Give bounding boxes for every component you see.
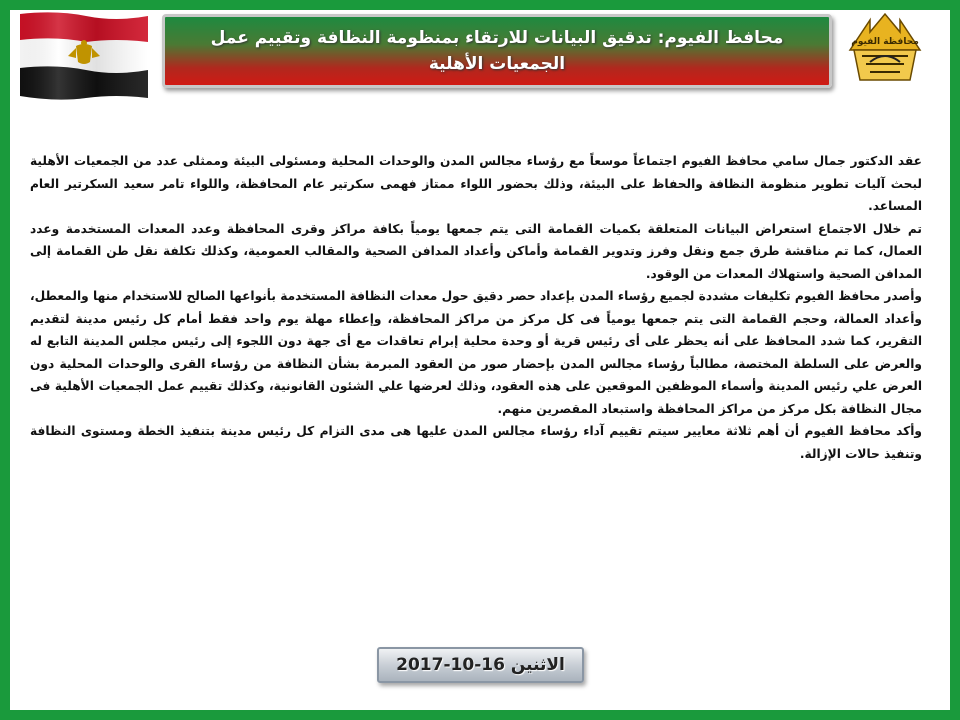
article-body	[30, 150, 922, 465]
date-badge	[377, 647, 584, 683]
egypt-flag-icon	[16, 10, 150, 100]
date-label: الاثنين 16-10-2017	[396, 655, 565, 675]
fayoum-governorate-logo-icon	[840, 10, 930, 90]
article-paragraph: تم خلال الاجتماع استعراض البيانات المتعلقة بكميات القمامة التى يتم جمعها يومياً بكافة مراكز وقرى المحافظة وعدد المعدات المستخدمة وعدد العمال، كما تم مناقشة طرق جمع ونقل وفرز وتدوير القمامة وأماكن وأعداد المدافن الصحية والمقالب العمومية، وكذلك تكلفة نقل طن القمامة إلى المدافن الصحية واستهلاك المعدات من الوقود.	[30, 221, 922, 281]
article-paragraph: وأكد محافظ الفيوم أن أهم ثلاثة معايير سيتم تقييم آداء رؤساء مجالس المدن عليها هى مدى التزام كل رئيس مدينة بتنفيذ الخطة ومستوى النظافة وتنفيذ حالات الإزالة.	[30, 424, 922, 461]
title-banner	[162, 14, 832, 88]
article-paragraph: عقد الدكتور جمال سامي محافظ الفيوم اجتماعاً موسعاً مع رؤساء مجالس المدن والوحدات المحلية ومسئولى البيئة وممثلى عدد من الجمعيات الأهلية لبحث آليات تطوير منظومة النظافة والحفاظ على البيئة، وذلك بحضور اللواء ممتاز فهمى سكرتير عام المحافظة، واللواء تامر سعيد السكرتير العام المساعد.	[30, 154, 922, 213]
article-paragraph: وأصدر محافظ الفيوم تكليفات مشددة لجميع رؤساء المدن بإعداد حصر دقيق حول معدات النظافة المستخدمة بأنواعها الصالح للاستخدام منها والمعطل، وأعداد العمالة، وحجم القمامة التى يتم جمعها يومياً فى كل مركز من مراكز المحافظة، وإعطاء مهلة يوم واحد فقط أمام كل رئيس مدينة لتقديم التقرير، كما شدد المحافظ على أنه يحظر على أى رئيس قرية أو وحدة محلية إبرام تعاقدات مع أى جهة دون اللجوء إلى رئيس مجلس المدينة التابع له والعرض على السلطة المختصة، مطالباً رؤساء مجالس المدن بإحضار صور من العقود المبرمة بشأن النظافة من رؤساء القرى والوحدات المحلية دون العرض علي رئيس المدينة وأسماء الموظفين الموقعين على هذه العقود، وذلك لعرضها علي الشئون القانونية، وكذلك تقييم عمل الجمعيات الأهلية فى مجال النظافة بكل مركز من مراكز المحافظة واستبعاد المقصرين منهم.	[30, 289, 922, 416]
page-title: محافظ الفيوم: تدقيق البيانات للارتقاء بمنظومة النظافة وتقييم عمل الجمعيات الأهلية	[210, 28, 784, 74]
logo-text: محافظة الفيوم	[851, 37, 919, 47]
